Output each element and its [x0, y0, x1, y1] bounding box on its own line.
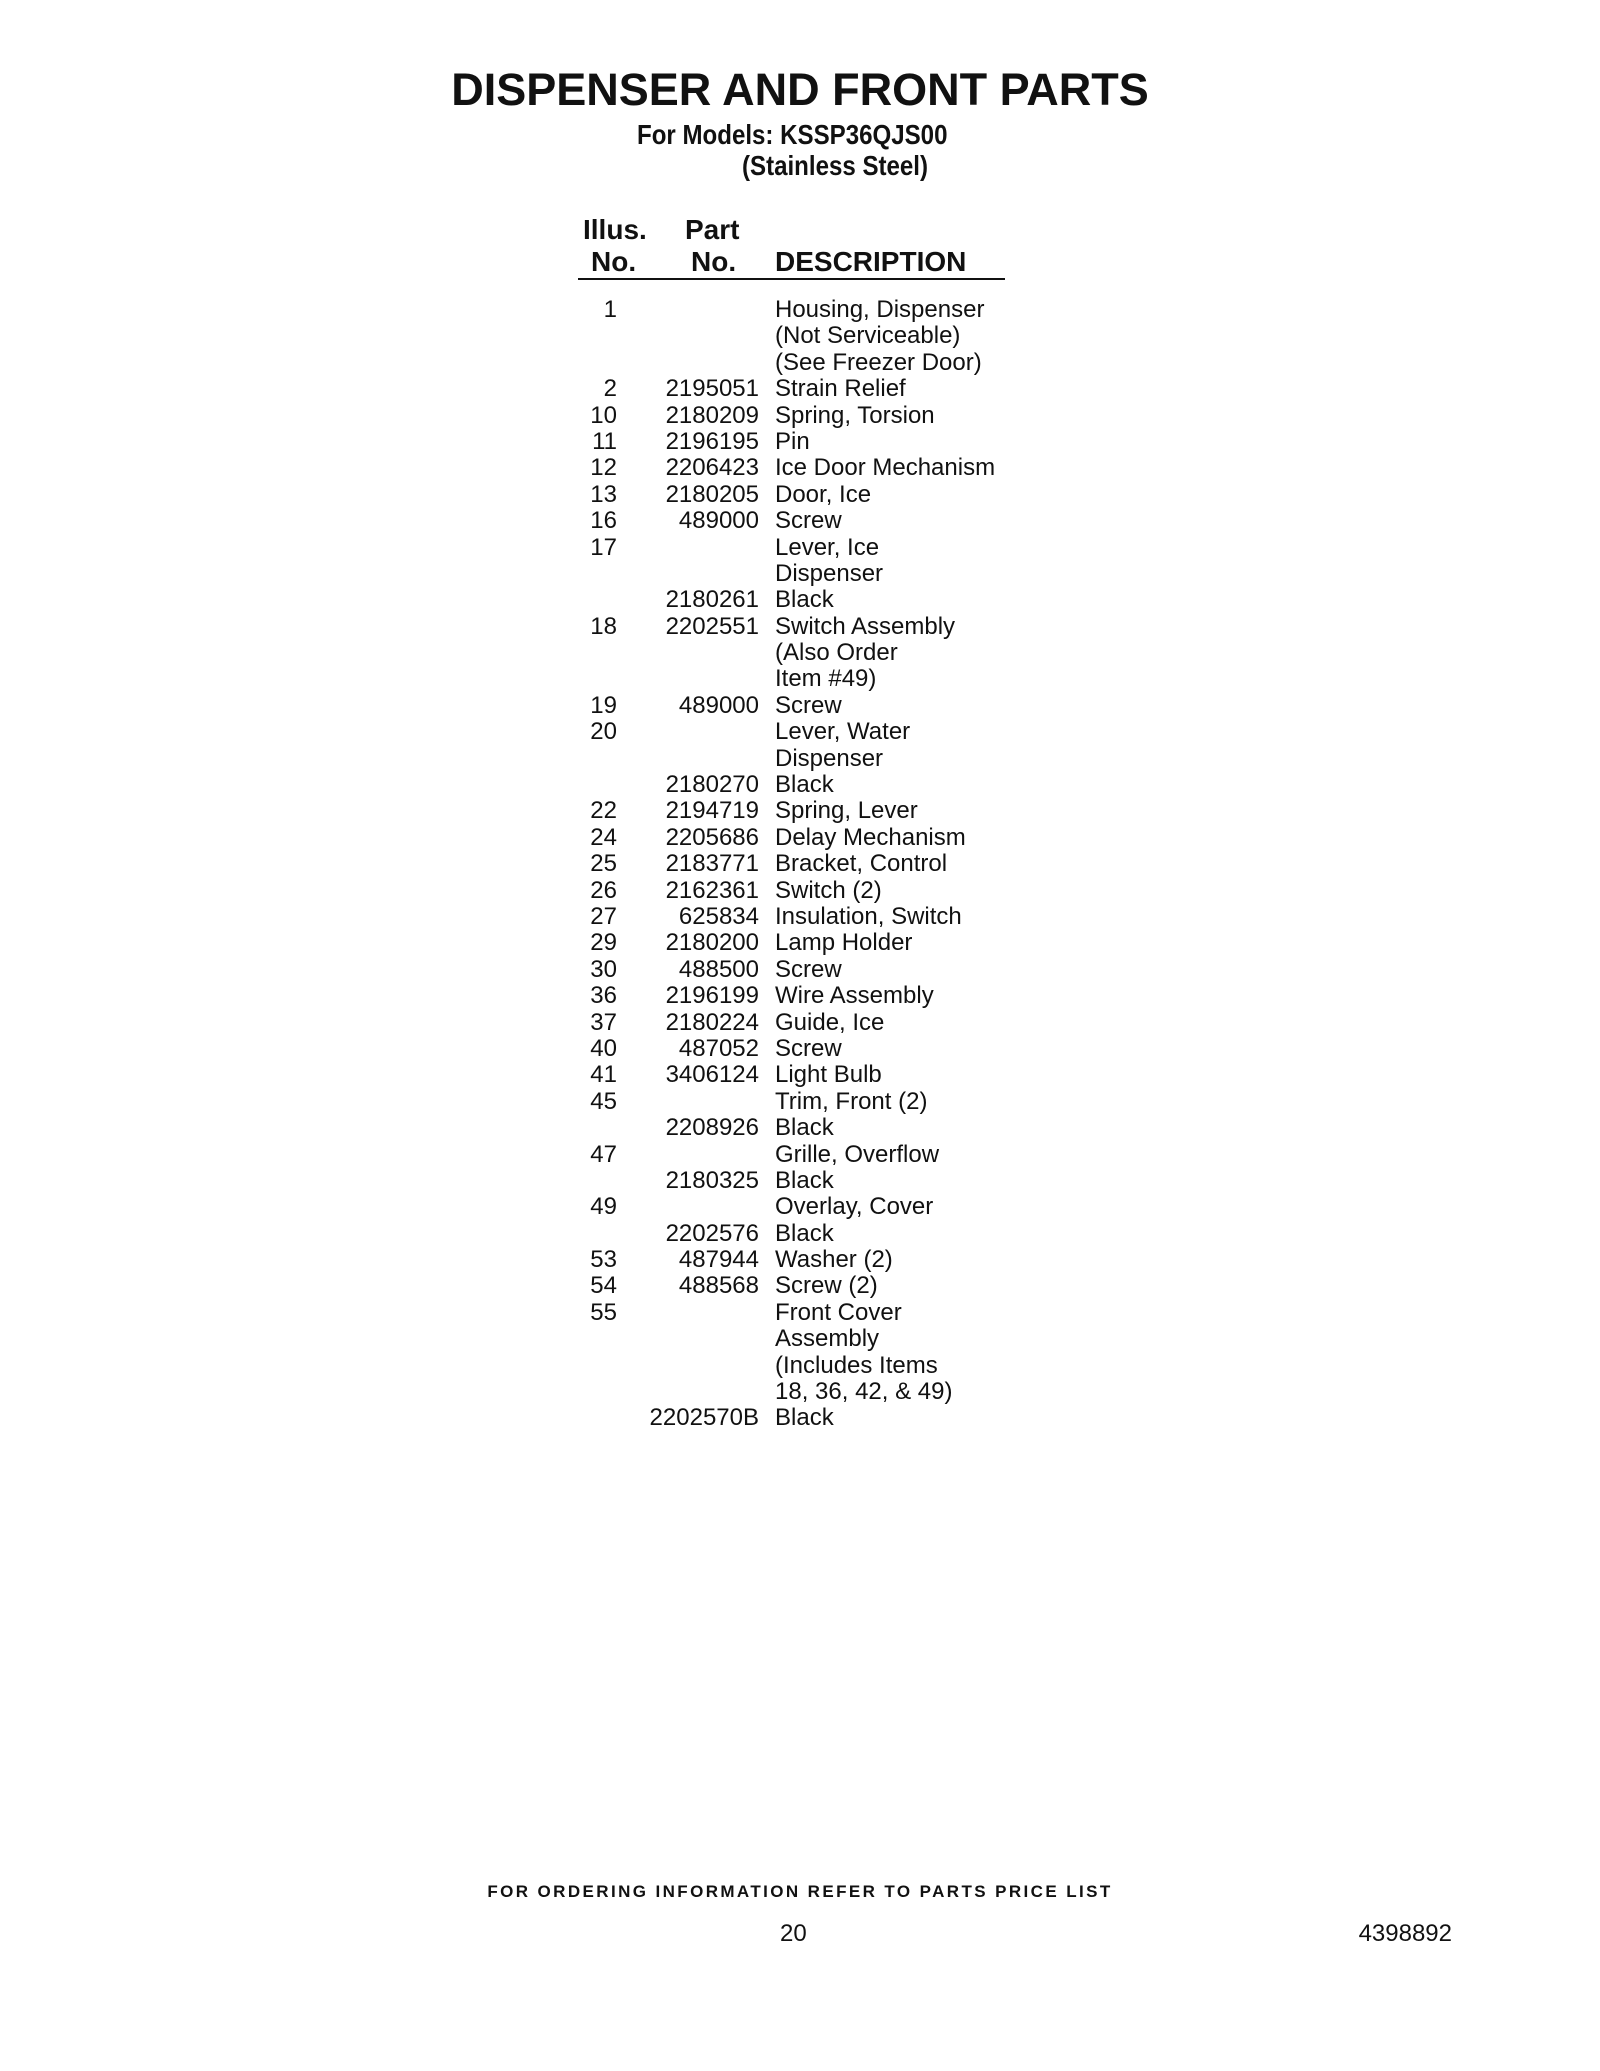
part-description: (Includes Items — [775, 1351, 938, 1379]
table-row — [0, 1326, 1600, 1352]
page-title: DISPENSER AND FRONT PARTS — [451, 64, 1149, 115]
illus-number: 1 — [603, 296, 617, 323]
part-description: Lever, Water — [775, 718, 911, 746]
part-description: Trim, Front (2) — [775, 1087, 928, 1115]
part-no-header-line2: No. — [691, 246, 737, 277]
part-description: Lever, Ice — [775, 533, 880, 561]
part-number: 2208926 — [665, 1114, 759, 1142]
table-row — [0, 1300, 1600, 1326]
part-description: Delay Mechanism — [775, 823, 966, 851]
part-number: 489000 — [678, 691, 759, 719]
part-description: Ice Door Mechanism — [775, 454, 996, 482]
illus-number: 2 — [603, 375, 617, 403]
table-row — [0, 878, 1600, 904]
table-row — [0, 904, 1600, 930]
illus-number: 29 — [590, 929, 617, 957]
part-number: 3406124 — [665, 1061, 759, 1089]
illus-number: 37 — [590, 1008, 617, 1036]
table-row — [0, 1089, 1600, 1115]
illus-number: 19 — [590, 691, 617, 719]
illus-number: 20 — [590, 718, 617, 746]
illus-number: 13 — [590, 480, 617, 508]
illus-number: 54 — [590, 1272, 617, 1300]
part-no-header-line1: Part — [685, 214, 740, 245]
part-number: 2202570B — [649, 1404, 759, 1432]
illus-number: 40 — [590, 1034, 617, 1062]
illus-number: 30 — [590, 955, 617, 983]
part-description: Spring, Lever — [775, 797, 918, 825]
illus-no-header-line2: No. — [591, 246, 637, 277]
part-description: Assembly — [775, 1325, 880, 1353]
document-number: 4398892 — [1358, 1920, 1452, 1947]
part-number: 2196199 — [665, 982, 759, 1010]
illus-number: 36 — [590, 982, 617, 1010]
table-row — [0, 1379, 1600, 1405]
part-number: 2180224 — [665, 1008, 759, 1036]
part-number: 2183771 — [665, 850, 759, 878]
table-row — [0, 1036, 1600, 1062]
table-row — [0, 772, 1600, 798]
table-row — [0, 798, 1600, 824]
part-number: 2180261 — [665, 586, 759, 614]
table-row — [0, 482, 1600, 508]
part-description: Grille, Overflow — [775, 1140, 940, 1168]
illus-number: 55 — [590, 1298, 617, 1326]
parts-list — [0, 297, 1600, 1432]
illus-number: 47 — [590, 1140, 617, 1168]
page-number: 20 — [780, 1920, 807, 1947]
part-number: 2202551 — [665, 612, 759, 640]
part-description: Black — [775, 1219, 834, 1247]
table-row — [0, 1115, 1600, 1141]
table-row — [0, 1168, 1600, 1194]
table-row — [0, 1221, 1600, 1247]
finish-line: (Stainless Steel) — [742, 150, 929, 181]
part-description: Screw (2) — [775, 1272, 878, 1300]
table-row — [0, 693, 1600, 719]
illus-number: 49 — [590, 1193, 617, 1221]
table-row — [0, 429, 1600, 455]
table-row — [0, 719, 1600, 745]
part-description: Lamp Holder — [775, 929, 913, 957]
part-description: Front Cover — [775, 1298, 902, 1326]
table-row — [0, 1405, 1600, 1431]
table-row — [0, 640, 1600, 666]
table-row — [0, 455, 1600, 481]
illus-number: 10 — [590, 401, 617, 429]
part-description: (Also Order — [775, 639, 898, 667]
table-row — [0, 1247, 1600, 1273]
part-number: 2206423 — [665, 454, 759, 482]
part-number: 488500 — [678, 955, 759, 983]
table-row — [0, 508, 1600, 534]
part-description: Guide, Ice — [775, 1008, 885, 1036]
table-row — [0, 1062, 1600, 1088]
illus-number: 27 — [590, 902, 617, 930]
table-row — [0, 535, 1600, 561]
illus-number: 18 — [590, 612, 617, 640]
part-description: (Not Serviceable) — [775, 322, 961, 350]
part-description: 18, 36, 42, & 49) — [775, 1378, 953, 1406]
part-description: Switch Assembly — [775, 612, 956, 640]
part-description: Screw — [775, 507, 842, 535]
table-row — [0, 825, 1600, 851]
part-number: 489000 — [678, 507, 759, 535]
table-row — [0, 851, 1600, 877]
illus-number: 24 — [590, 823, 617, 851]
part-description: Black — [775, 586, 834, 614]
part-description: Item #49) — [775, 665, 877, 693]
part-number: 2180209 — [665, 401, 759, 429]
table-row — [0, 350, 1600, 376]
part-number: 488568 — [678, 1272, 759, 1300]
table-row — [0, 1273, 1600, 1299]
ordering-note: FOR ORDERING INFORMATION REFER TO PARTS PRICE LIST — [487, 1882, 1113, 1901]
table-row — [0, 403, 1600, 429]
table-row — [0, 561, 1600, 587]
models-line: For Models: KSSP36QJS00 — [637, 119, 948, 150]
part-description: Strain Relief — [775, 375, 906, 403]
table-row — [0, 930, 1600, 956]
part-description: Wire Assembly — [775, 982, 934, 1010]
part-description: Black — [775, 1404, 834, 1432]
table-row — [0, 376, 1600, 402]
part-number: 2180270 — [665, 771, 759, 799]
part-number: 2180205 — [665, 480, 759, 508]
illus-number: 11 — [592, 427, 617, 455]
part-description: (See Freezer Door) — [775, 348, 982, 376]
part-number: 487052 — [678, 1034, 759, 1062]
table-row — [0, 614, 1600, 640]
table-row — [0, 1010, 1600, 1036]
table-row — [0, 983, 1600, 1009]
table-row — [0, 957, 1600, 983]
table-row — [0, 746, 1600, 772]
part-number: 625834 — [678, 902, 759, 930]
part-description: Black — [775, 1114, 834, 1142]
part-description: Overlay, Cover — [775, 1193, 934, 1221]
table-row — [0, 587, 1600, 613]
description-header: DESCRIPTION — [775, 246, 967, 277]
part-description: Insulation, Switch — [775, 902, 962, 930]
part-description: Housing, Dispenser — [775, 296, 985, 323]
table-row — [0, 1353, 1600, 1379]
illus-number: 45 — [590, 1087, 617, 1115]
illus-number: 41 — [590, 1061, 617, 1089]
illus-number: 17 — [590, 533, 617, 561]
header-underline — [578, 278, 1005, 280]
part-description: Pin — [775, 427, 810, 455]
part-description: Dispenser — [775, 744, 884, 772]
part-number: 2205686 — [665, 823, 759, 851]
illus-number: 22 — [590, 797, 617, 825]
part-description: Spring, Torsion — [775, 401, 935, 429]
part-number: 2202576 — [665, 1219, 759, 1247]
part-number: 2195051 — [665, 375, 759, 403]
part-description: Screw — [775, 691, 842, 719]
illus-number: 53 — [590, 1246, 617, 1274]
illus-number: 16 — [590, 507, 617, 535]
illus-number: 25 — [590, 850, 617, 878]
part-number: 2162361 — [665, 876, 759, 904]
table-row — [0, 1142, 1600, 1168]
part-number: 2180200 — [665, 929, 759, 957]
table-row — [0, 297, 1600, 323]
part-number: 487944 — [678, 1246, 759, 1274]
table-row — [0, 323, 1600, 349]
part-description: Dispenser — [775, 559, 884, 587]
part-description: Light Bulb — [775, 1061, 882, 1089]
part-number: 2196195 — [665, 427, 759, 455]
table-row — [0, 666, 1600, 692]
illus-number: 12 — [590, 454, 617, 482]
part-description: Screw — [775, 1034, 842, 1062]
part-description: Door, Ice — [775, 480, 872, 508]
part-number: 2194719 — [665, 797, 759, 825]
table-row — [0, 1194, 1600, 1220]
part-description: Black — [775, 771, 834, 799]
part-description: Washer (2) — [775, 1246, 893, 1274]
illus-number: 26 — [590, 876, 617, 904]
part-description: Black — [775, 1166, 834, 1194]
part-description: Screw — [775, 955, 842, 983]
part-description: Switch (2) — [775, 876, 882, 904]
part-number: 2180325 — [665, 1166, 759, 1194]
part-description: Bracket, Control — [775, 850, 948, 878]
illus-no-header-line1: Illus. — [583, 214, 647, 245]
